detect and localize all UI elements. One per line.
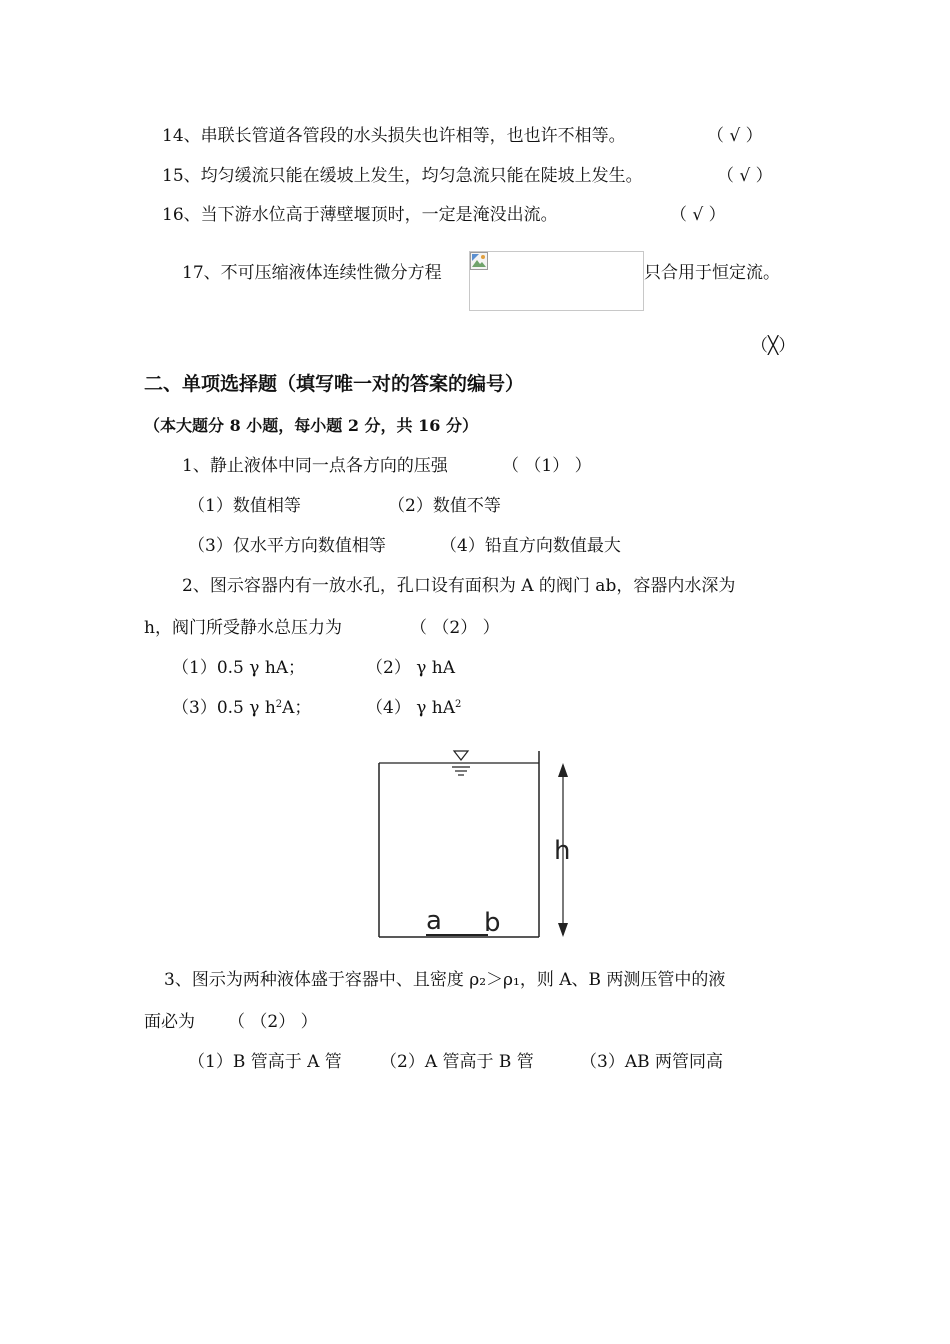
q1-option-3: （3）仅水平方向数值相等 [188,536,386,556]
q3-stem-line2 [144,1010,318,1034]
item-17-answer: （╳） [751,336,796,356]
q2-answer: （ （2） ） [410,618,500,638]
judgement-item-15 [162,164,773,188]
item-answer: （ √ ） [717,166,773,186]
q1-option-4: （4）铅直方向数值最大 [440,536,621,556]
judgement-item-14 [162,124,763,148]
q1-option-1: （1）数值相等 [188,496,301,516]
item-answer: （ √ ） [670,205,726,225]
judgement-item-16 [162,203,726,227]
q3-option-1: （1）B 管高于 A 管 [188,1052,342,1072]
q2-stem-line2 [144,616,500,640]
dimension-arrow-top [558,763,568,777]
item-text: 15、均匀缓流只能在缓坡上发生，均匀急流只能在陡坡上发生。 [162,166,643,186]
container-diagram [370,745,590,945]
valve-label-b: b [484,908,501,938]
q3-stem-line1: 3、图示为两种液体盛于容器中、且密度 ρ₂＞ρ₁，则 A、B 两测压管中的液 [164,970,726,990]
section-subtitle: （本大题分 8 小题，每小题 2 分，共 16 分） [144,416,478,435]
dimension-arrow-bottom [558,923,568,937]
judgement-item-17-before: 17、不可压缩液体连续性微分方程 [182,263,442,283]
q2-stem-line1: 2、图示容器内有一放水孔，孔口设有面积为 A 的阀门 ab，容器内水深为 [182,576,736,596]
q3-stem-text: 面必为 [144,1012,195,1032]
item-text: 16、当下游水位高于薄壁堰顶时，一定是淹没出流。 [162,205,558,225]
equation-image-placeholder [469,251,644,311]
item-answer: （ √ ） [707,126,763,146]
q2-option-3: （3）0.5 γ $h^2A$； [172,698,312,718]
q3-option-2: （2）A 管高于 B 管 [380,1052,534,1072]
depth-label-h: h [554,836,571,866]
q2-stem-text: h，阀门所受静水总压力为 [144,618,342,638]
q1-option-2: （2）数值不等 [388,496,501,516]
section-title: 二、单项选择题（填写唯一对的答案的编号） [144,373,525,395]
q3-answer: （ （2） ） [228,1012,318,1032]
judgement-item-17-after: 只合用于恒定流。 [644,263,780,283]
q1-answer: （ （1） ） [502,456,592,476]
q2-option-2: （2） γ hA [366,658,456,678]
broken-image-icon [470,252,488,270]
q1-stem [182,454,592,478]
q2-option-4: （4） γ $hA^2$ [366,698,462,718]
q1-stem-text: 1、静止液体中同一点各方向的压强 [182,456,448,476]
q2-option-1: （1）0.5 γ hA； [172,658,306,678]
valve-label-a: a [426,906,442,936]
q3-option-3: （3）AB 两管同高 [580,1052,723,1072]
item-text: 14、串联长管道各管段的水头损失也许相等，也也许不相等。 [162,126,626,146]
